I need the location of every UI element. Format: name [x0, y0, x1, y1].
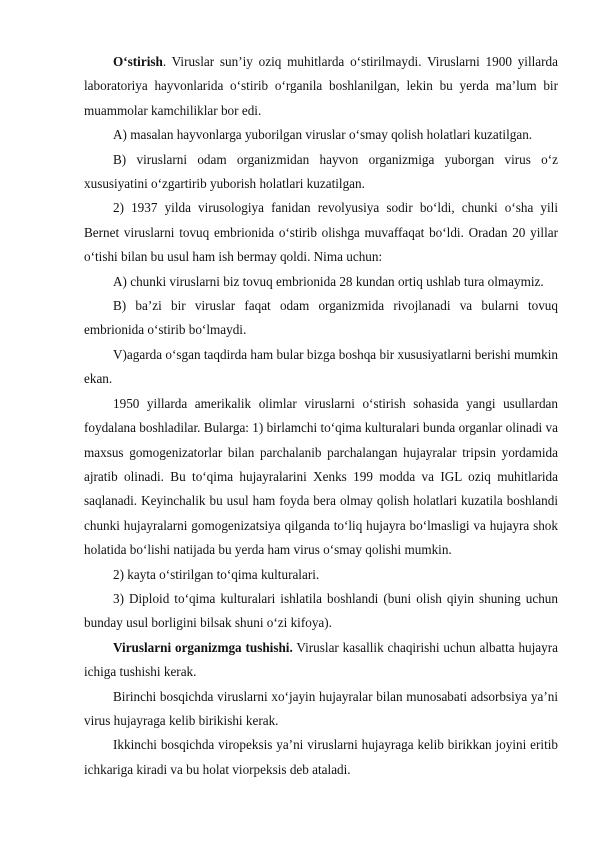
paragraph-item-2-1937	[84, 196, 558, 269]
paragraph-text: B) viruslarni odam organizmidan hayvon organizmiga yuborgan virus o‘z xususiyatini o‘zgartirib yuborish holatlari kuzatilgan.	[84, 151, 558, 192]
paragraph-text: 2) 1937 yilda virusologiya fanidan revolyusiya sodir bo‘ldi, chunki o‘sha yili Bernet viruslarni tovuq embrionida o‘stirib olishga muvaffaqat bo‘ldi. Oradan 20 yillar o‘tishi bilan bu usul ham ish bermay qoldi. Nima uchun:	[84, 200, 558, 265]
paragraph-text: B) ba’zi bir viruslar faqat odam organizmida rivojlanadi va bularni tovuq embrionida o‘stirib bo‘lmaydi.	[84, 298, 558, 338]
paragraph-text: . Viruslar sun’iy oziq muhitlarda o‘stirilmaydi. Viruslarni 1900 yillarda laboratoriya hayvonlarida o‘stirib o‘rganila boshlanilgan, lekin bu yerda ma’lum bir muammolar kamchiliklar bor edi.	[84, 54, 558, 118]
paragraph-method-3	[84, 587, 558, 636]
paragraph-text: V)agarda o‘sgan taqdirda ham bular bizga boshqa bir xususiyatlarni berishi mumkin ekan.	[84, 346, 558, 387]
paragraph-text: Viruslar kasallik chaqirishi uchun albatta hujayra ichiga tushishi kerak.	[84, 639, 558, 680]
paragraph-stage-2	[84, 733, 558, 782]
paragraph-text: Birinchi bosqichda viruslarni xo‘jayin hujayralar bilan munosabati adsorbsiya ya’ni virus hujayraga kelib birikishi kerak.	[84, 688, 558, 728]
paragraph-stage-1	[84, 685, 558, 734]
paragraph-heading: Viruslarni organizmga tushishi.	[113, 639, 293, 655]
paragraph-reason-b	[84, 294, 558, 343]
paragraph-reason-v	[84, 343, 558, 392]
paragraph-method-2	[84, 563, 558, 587]
paragraph-heading: O‘stirish	[113, 54, 163, 69]
paragraph-1950-methods	[84, 392, 558, 563]
paragraph-text: 2) kayta o‘stirilgan to‘qima kulturalari.	[113, 566, 320, 582]
paragraph-text: A) masalan hayvonlarga yuborilgan viruslar o‘smay qolish holatlari kuzatilgan.	[113, 127, 533, 143]
paragraph-item-b	[84, 148, 558, 197]
document-page	[84, 50, 558, 782]
paragraph-reason-a	[84, 270, 558, 294]
paragraph-text: 3) Diploid to‘qima kulturalari ishlatila boshlandi (buni olish qiyin shuning uchun bunday usul borligini bilsak shuni o‘zi kifoya).	[84, 590, 558, 631]
paragraph-text: Ikkinchi bosqichda viropeksis ya’ni viruslarni hujayraga kelib birikkan joyini eritib ichkariga kiradi va bu holat viorpeksis deb ataladi.	[84, 737, 558, 777]
paragraph-text: 1950 yillarda amerikalik olimlar viruslarni o‘stirish sohasida yangi usullardan foydalana boshladilar. Bularga: 1) birlamchi to‘qima kulturalari bunda organlar olinadi va maxsus gomogenizatorlar bilan parchalanib parchalangan hujayralar tripsin yordamida ajratib olinadi. Bu to‘qima hujayralarini Xenks 199 modda va IGL oziq muhitlarida saqlanadi. Keyinchalik bu usul ham foyda bera olmay qolish holatlari kuzatila boshlandi chunki hujayralarni gomogenizatsiya qilganda to‘liq hujayra bo‘lmasligi va hujayra shok holatida bo‘lishi natijada bu yerda ham virus o‘smay qolishi mumkin.	[84, 395, 558, 558]
paragraph-text: A) chunki viruslarni biz tovuq embrionida 28 kundan ortiq ushlab tura olmaymiz.	[113, 273, 544, 289]
paragraph-virus-entry	[84, 636, 558, 685]
paragraph-item-a	[84, 123, 558, 147]
paragraph-ostirish	[84, 50, 558, 123]
